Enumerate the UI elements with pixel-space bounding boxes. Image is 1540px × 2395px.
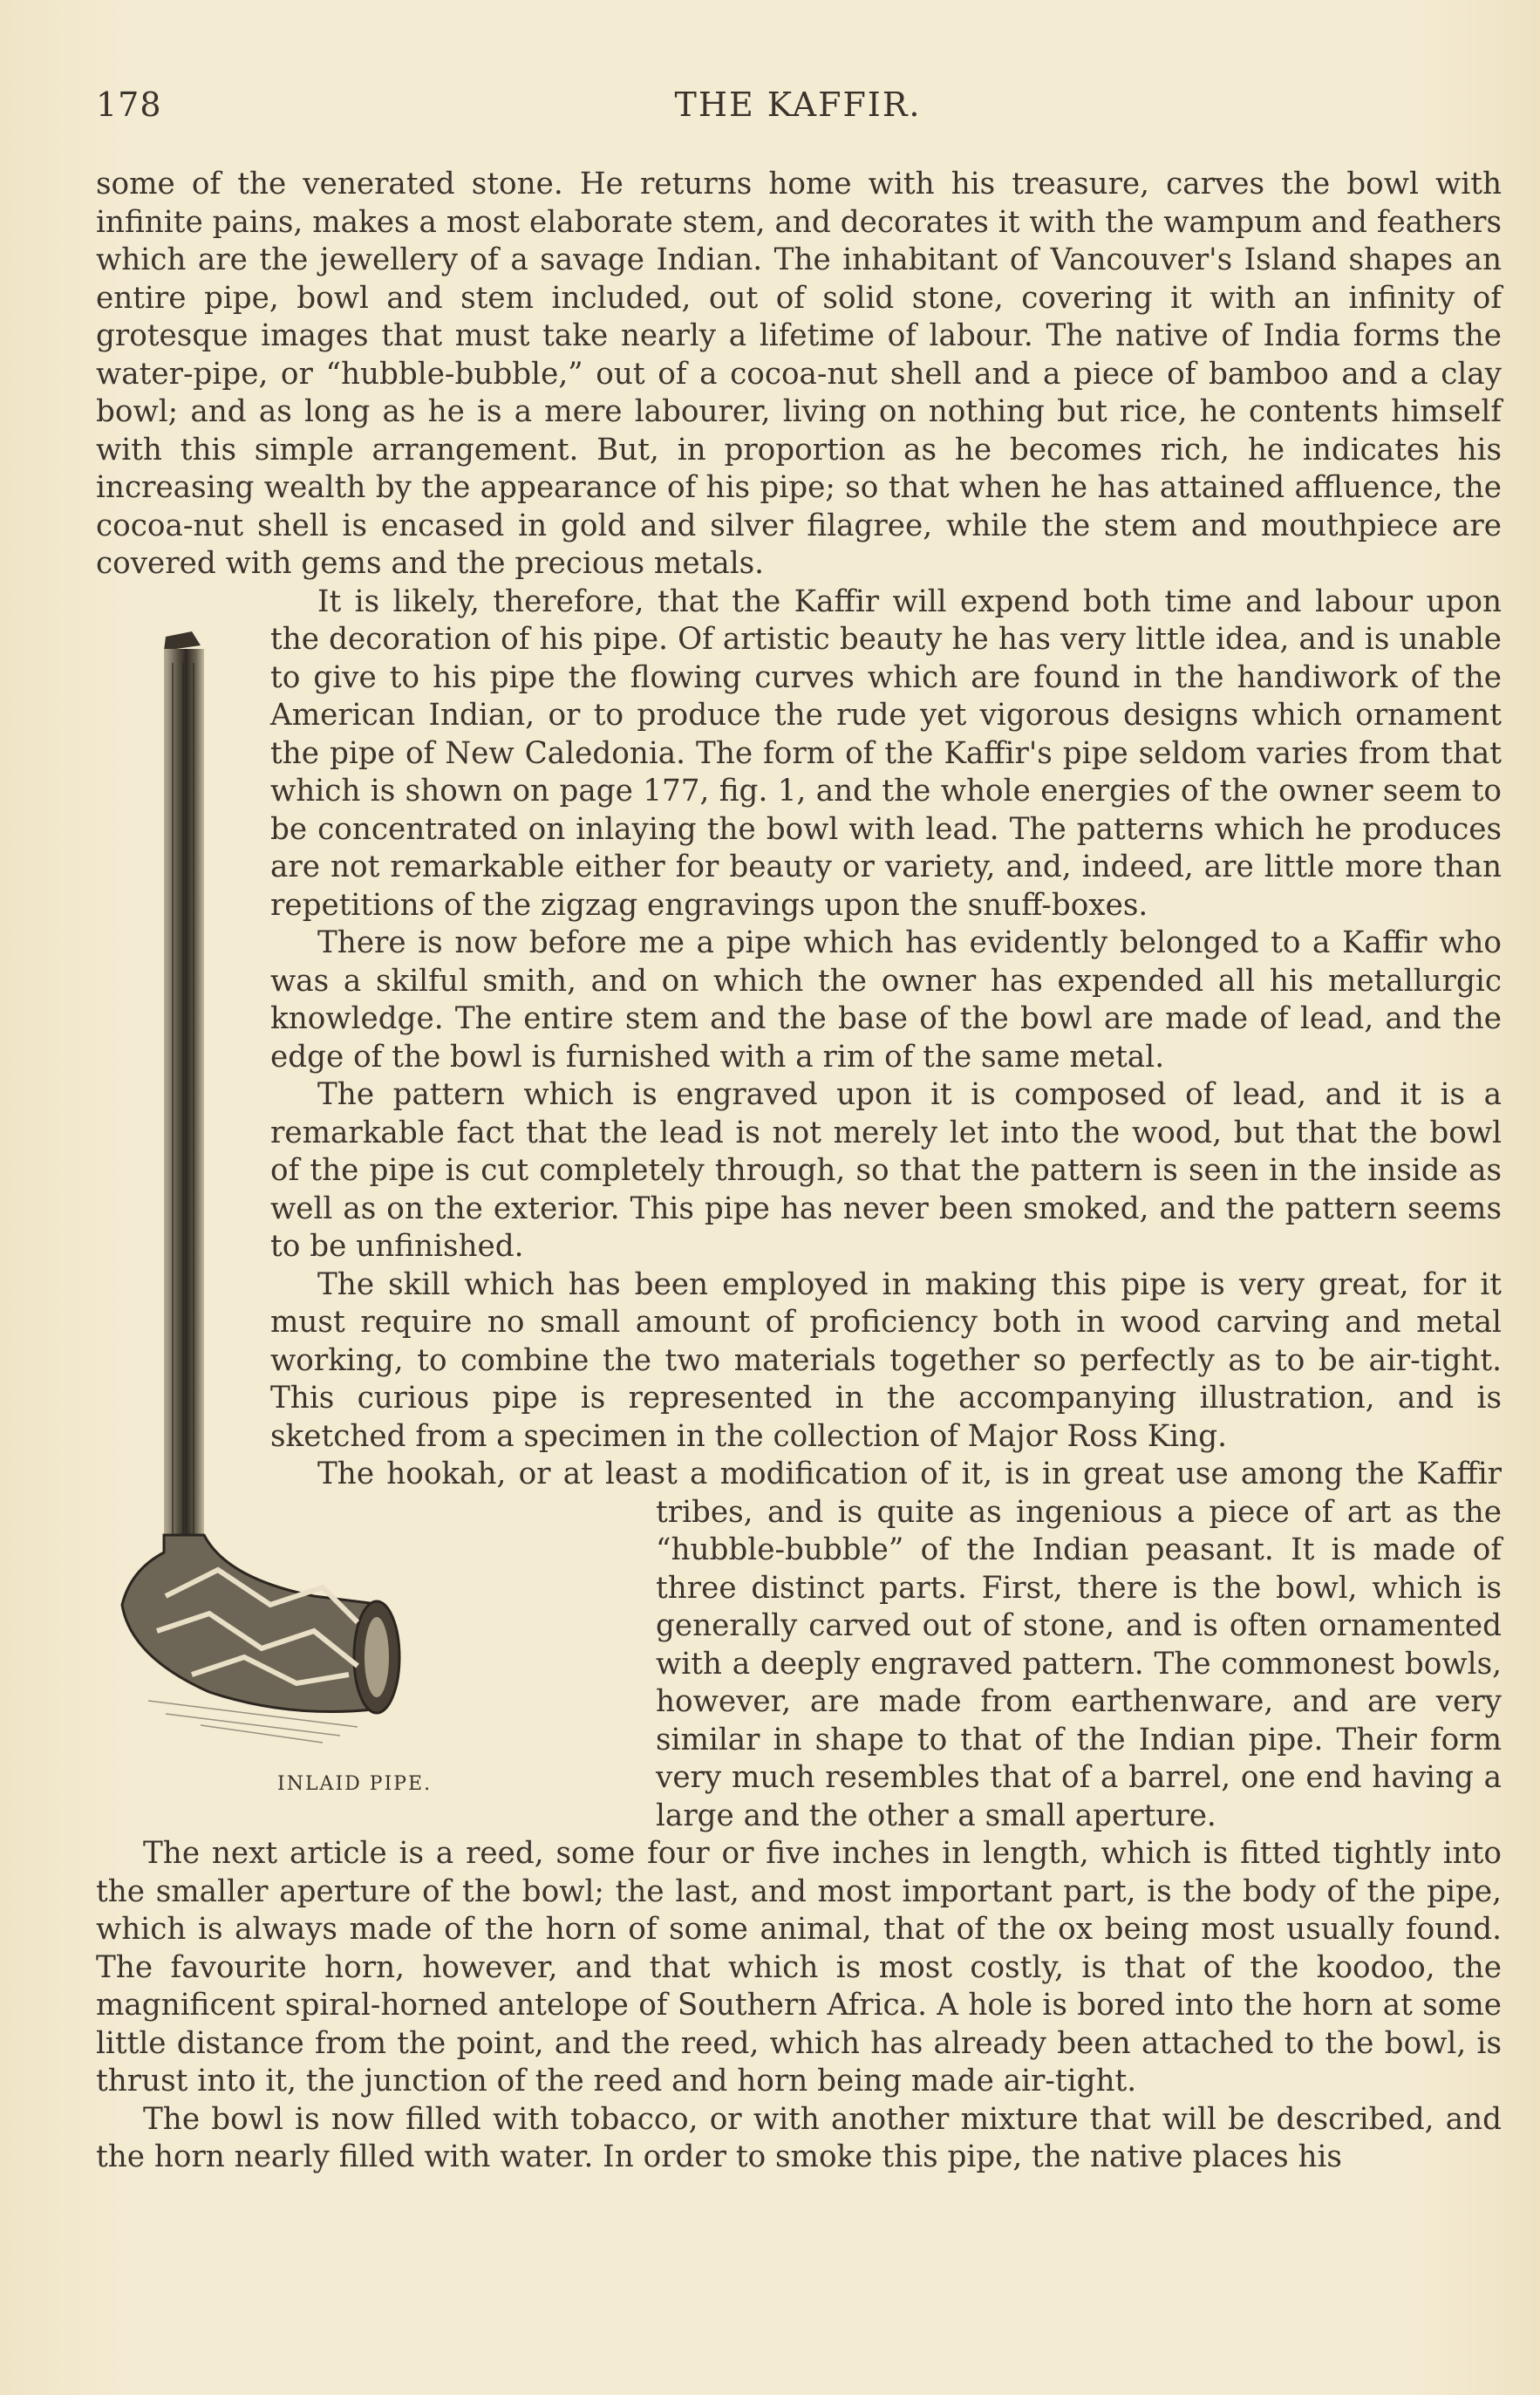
paragraph: some of the venerated stone. He returns home with his treasure, carves the bowl with infinite pains, makes a most elaborate stem, and decorates it with the wampum and feathers which are the jewellery of a savage Indian. The inhabitant of Vancouver's Island shapes an entire pipe, bowl and stem included, out of solid stone, covering it with an infinity of grotesque images that must take nearly a lifetime of labour. The native of India forms the water-pipe, or “hubble-bubble,” out of a cocoa-nut shell and a piece of bamboo and a clay bowl; and as long as he is a mere labourer, living on nothing but rice, he contents himself with this simple arrangement. But, in proportion as he becomes rich, he indicates his increasing wealth by the appearance of his pipe; so that when he has attained affluence, the cocoa-nut shell is encased in gold and silver filagree, while the stem and mouthpiece are covered with gems and the precious metals. — [96, 167, 1502, 581]
running-title: THE KAFFIR. — [674, 85, 922, 124]
running-head — [96, 85, 1500, 129]
paragraph: The next article is a reed, some four or five inches in length, which is fitted tightly into the smaller aperture of the bowl; the last, and most important part, is the body of the pipe, which is always made of the horn of some animal, that of the ox being most usually found. The favourite horn, however, and that which is most costly, is that of the koodoo, the magnificent spiral-horned antelope of Southern Africa. A hole is bored into the horn at some little distance from the point, and the reed, which has already been attached to the bowl, is thrust into it, the junction of the reed and horn being made air-tight. — [96, 1836, 1502, 2098]
paragraph: The hookah, or at least a modification of it, is in great use among the Kaffir tribes, and is quite as ingenious a piece of art as the “hubble-bubble” of the Indian peasant. It is made of three distinct parts. First, there is the bowl, which is generally carved out of stone, and is often ornamented with a deeply engraved pattern. The commonest bowls, however, are made from earthenware, and are very similar in shape to that of the Indian pipe. Their form very much resembles that of a barrel, one end having a large and the other a small aperture. — [317, 1457, 1502, 1833]
paragraph: It is likely, therefore, that the Kaffir will expend both time and labour upon the decoration of his pipe. Of artistic beauty he has very little idea, and is unable to give to his pipe the flowing curves which are found in the handiwork of the American Indian, or to produce the rude yet vigorous designs which ornament the pipe of New Caledonia. The form of the Kaffir's pipe seldom varies from that which is shown on page 177, fig. 1, and the whole energies of the owner seem to be concentrated on inlaying the bowl with lead. The patterns which he produces are not remarkable either for beauty or variety, and, indeed, are little more than repetitions of the zigzag engravings upon the snuff-boxes. — [270, 583, 1502, 923]
figure-caption: INLAID PIPE. — [277, 1773, 433, 1795]
paragraph: The skill which has been employed in making this pipe is very great, for it must require no small amount of proficiency both in wood carving and metal working, to combine the two materials together so perfectly as to be air-tight. This curious pipe is represented in the accompanying illustration, and is sketched from a specimen in the collection of Major Ross King. — [270, 1266, 1502, 1454]
page-number: 178 — [96, 85, 162, 124]
paragraph: There is now before me a pipe which has evidently belonged to a Kaffir who was a skilful smith, and on which the owner has expended all his metallurgic knowledge. The entire stem and the base of the bowl are made of lead, and the edge of the bowl is furnished with a rim of the same metal. — [270, 925, 1502, 1075]
paragraph: The bowl is now filled with tobacco, or with another mixture that will be described, and the horn nearly filled with water. In order to smoke this pipe, the native places his — [96, 2101, 1502, 2174]
paragraph: The pattern which is engraved upon it is composed of lead, and it is a remarkable fact that the lead is not merely let into the wood, but that the bowl of the pipe is cut completely through, so that the pattern is seen in the inside as well as on the exterior. This pipe has never been smoked, and the pattern seems to be unfinished. — [270, 1077, 1502, 1264]
inlaid-pipe-illustration — [96, 628, 584, 1779]
